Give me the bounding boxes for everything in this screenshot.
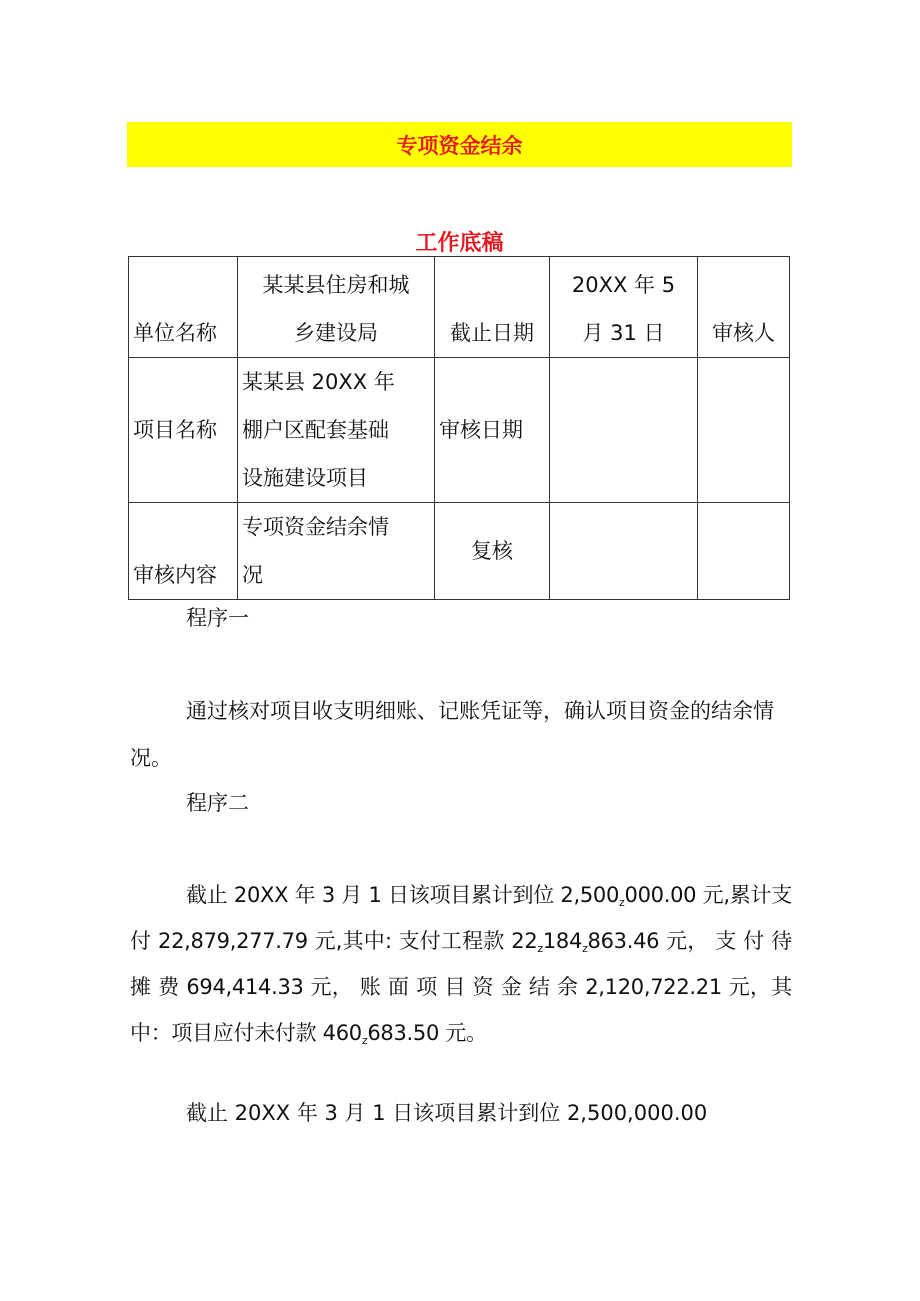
title-banner: [127, 122, 792, 167]
review-content-value: 专项资金结余情 况: [238, 503, 435, 600]
recheck-value: [550, 503, 698, 600]
info-table: [128, 256, 790, 600]
document-title: 专项资金结余: [396, 133, 523, 158]
table-row: [129, 503, 790, 600]
recheck-extra: [698, 503, 790, 600]
review-date-label: 审核日期: [435, 358, 550, 503]
project-name-value: 某某县 20XX 年 棚户区配套基础 设施建设项目: [238, 358, 435, 503]
review-date-value: [550, 358, 698, 503]
procedure2-paragraph2: 截止 20XX 年 3 月 1 日该项目累计到位 2,500,000.00: [186, 1101, 708, 1125]
project-name-label: 项目名称: [129, 358, 238, 503]
table-row: [129, 358, 790, 503]
procedure1-heading: 程序一: [186, 606, 249, 630]
reviewer-label: 审核人: [698, 257, 790, 358]
unit-name-label: 单位名称: [129, 257, 238, 358]
table-row: [129, 257, 790, 358]
reviewer-value: [698, 358, 790, 503]
recheck-label: 复核: [435, 503, 550, 600]
procedure2-paragraph1: 截止 20XX 年 3 月 1 日该项目累计到位 $2,500_z000.00$ 元,累计支付 22,879,277.79 元,其中: 支付工程款 $22_z184_z863.46$ 元， 支 付 待 摊 费 694,414.33 元， 账 面 项 目 资 金 结 余 2,120,722.21 元，其中：项目应付未付款 $460_z683.50$ 元。: [130, 883, 792, 1047]
unit-name-value: 某某县住房和城 乡建设局: [238, 257, 435, 358]
deadline-label: 截止日期: [435, 257, 550, 358]
review-content-label: 审核内容: [129, 503, 238, 600]
document-subtitle: 工作底稿: [415, 231, 504, 256]
procedure1-text: 通过核对项目收支明细账、记账凭证等，确认项目资金的结余情况。: [130, 699, 774, 770]
procedure2-heading: 程序二: [186, 791, 249, 815]
deadline-value: 20XX 年 5 月 31 日: [550, 257, 698, 358]
